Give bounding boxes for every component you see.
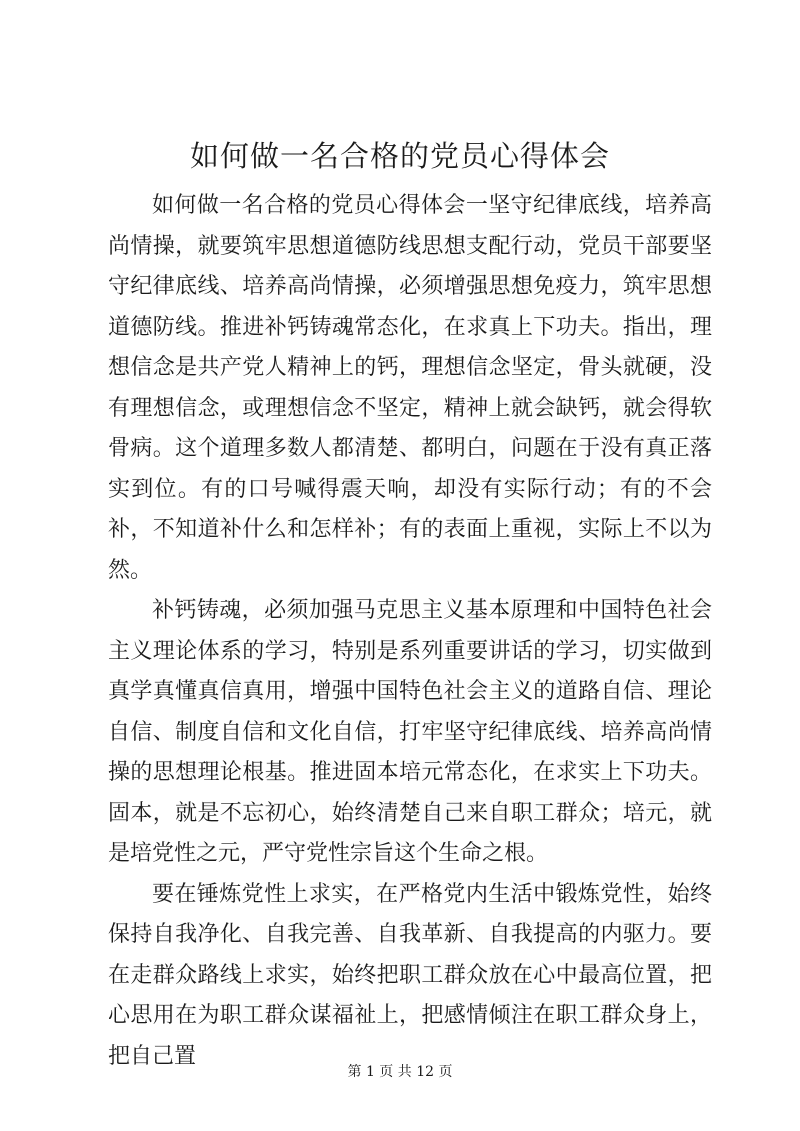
paragraph-1: 如何做一名合格的党员心得体会一坚守纪律底线，培养高尚情操，就要筑牢思想道德防线思想支配行动，党员干部要坚守纪律底线、培养高尚情操，必须增强思想免疫力，筑牢思想道德防线。推进补钙铸魂常态化，在求真上下功夫。指出，理想信念是共产党人精神上的钙，理想信念坚定，骨头就硬，没有理想信念，或理想信念不坚定，精神上就会缺钙，就会得软骨病。这个道理多数人都清楚、都明白，问题在于没有真正落实到位。有的口号喊得震天响，却没有实际行动；有的不会补，不知道补什么和怎样补；有的表面上重视，实际上不以为然。	[108, 193, 712, 583]
paragraph-2: 补钙铸魂，必须加强马克思主义基本原理和中国特色社会主义理论体系的学习，特别是系列重要讲话的学习，切实做到真学真懂真信真用，增强中国特色社会主义的道路自信、理论自信、制度自信和文化自信，打牢坚守纪律底线、培养高尚情操的思想理论根基。推进固本培元常态化，在求实上下功夫。固本，就是不忘初心，始终清楚自己来自职工群众；培元，就是培党性之元，严守党性宗旨这个生命之根。	[108, 598, 712, 866]
paragraph-3: 要在锤炼党性上求实，在严格党内生活中锻炼党性，始终保持自我净化、自我完善、自我革新、自我提高的内驱力。要在走群众路线上求实，始终把职工群众放在心中最高位置，把心思用在为职工群众谋福祉上，把感情倾注在职工群众身上，把自己置	[108, 881, 712, 1069]
page-footer: 第 1 页 共 12 页	[347, 1064, 453, 1080]
document-body	[108, 186, 712, 1077]
document-title: 如何做一名合格的党员心得体会	[189, 139, 610, 173]
